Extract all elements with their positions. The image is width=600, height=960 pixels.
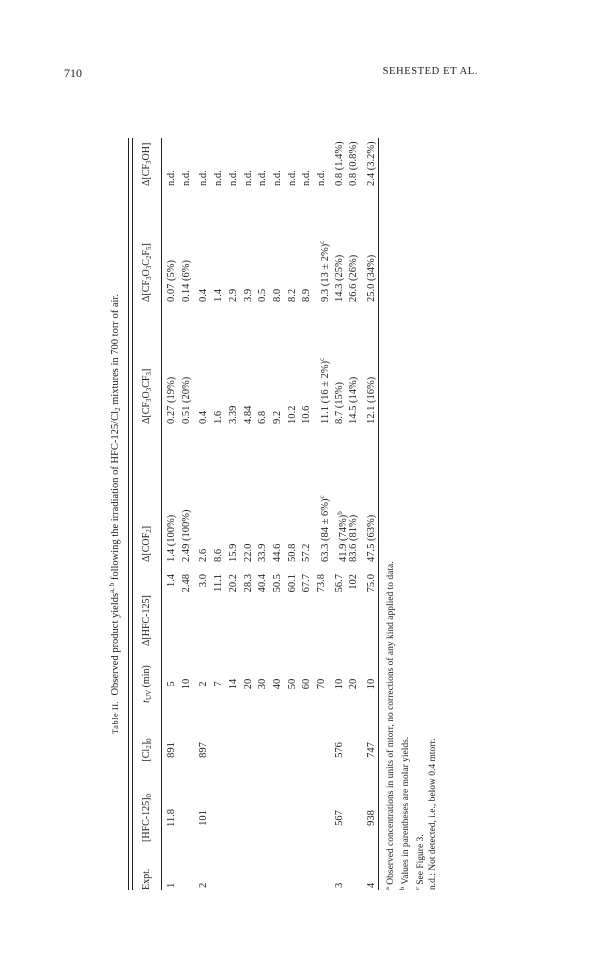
col-pc1-mid: O bbox=[141, 391, 152, 399]
cell-pc2-value: 0.07 (5%) bbox=[166, 260, 177, 302]
cell-oh bbox=[271, 136, 285, 186]
cell-oh-value: n.d. bbox=[316, 170, 327, 186]
table-row bbox=[197, 138, 211, 890]
cell-oh-value: n.d. bbox=[271, 170, 283, 186]
cell-pc1 bbox=[242, 314, 256, 424]
cell-tuv bbox=[227, 656, 241, 712]
cell-dhfc-value: 102 bbox=[348, 574, 360, 590]
cell-cof2-value: 1.4 (100%) bbox=[166, 514, 177, 562]
cell-oh bbox=[212, 136, 226, 186]
cell-oh-value: 0.8 (1.4%) bbox=[333, 141, 345, 186]
cell-pc1-value: 10.6 bbox=[301, 405, 313, 424]
cell-oh-value: n.d. bbox=[301, 170, 313, 186]
cell-hfc0-value: 938 bbox=[366, 810, 378, 826]
cell-hfc0-value: 567 bbox=[333, 810, 345, 826]
cell-pc2 bbox=[227, 192, 241, 302]
cell-tuv bbox=[242, 656, 256, 712]
cell-expt-value: 2 bbox=[198, 882, 210, 888]
cell-cof2 bbox=[271, 452, 285, 562]
cell-oh-value: n.d. bbox=[213, 170, 225, 186]
cell-tuv-value: 30 bbox=[257, 678, 269, 690]
table-row bbox=[300, 138, 314, 890]
cell-pc1 bbox=[347, 314, 361, 424]
cell-dhfc bbox=[300, 574, 314, 646]
cell-pc1-value: 10.2 bbox=[286, 405, 298, 424]
top-rule-2 bbox=[132, 138, 133, 890]
table-row bbox=[180, 138, 194, 890]
cell-tuv bbox=[286, 656, 300, 712]
col-oh-end: OH] bbox=[141, 142, 152, 161]
cell-cof2-value: 57.2 bbox=[301, 543, 313, 562]
cell-tuv-value: 70 bbox=[316, 678, 327, 690]
col-cl0-text: [Cl bbox=[141, 748, 152, 762]
running-head: SEHESTED ET AL. bbox=[382, 66, 478, 77]
cell-pc2 bbox=[333, 192, 347, 302]
cell-cof2 bbox=[165, 452, 179, 562]
cell-pc2-value: 3.9 bbox=[242, 288, 254, 302]
cell-cl0-value: 747 bbox=[366, 742, 378, 758]
cell-hfc0 bbox=[165, 782, 179, 854]
cell-cof2-value: 33.9 bbox=[257, 543, 269, 562]
cell-pc1 bbox=[286, 314, 300, 424]
cell-cl0 bbox=[197, 728, 211, 772]
col-tuv-sub: UV bbox=[145, 689, 153, 701]
cell-dhfc-value: 73.8 bbox=[316, 574, 327, 593]
cell-tuv-value: 20 bbox=[348, 678, 360, 690]
page-number: 710 bbox=[64, 66, 82, 80]
cell-pc1 bbox=[271, 314, 285, 424]
cell-tuv bbox=[271, 656, 285, 712]
cell-cof2-value: 2.6 bbox=[198, 548, 210, 562]
cell-pc1 bbox=[300, 314, 314, 424]
col-cl0-end: ] bbox=[141, 741, 152, 746]
cell-tuv bbox=[165, 656, 179, 712]
cell-oh bbox=[227, 136, 241, 186]
cell-pc2-value: 8.0 bbox=[271, 288, 283, 302]
col-oh-sub: 3 bbox=[145, 160, 153, 164]
cell-oh-value: n.d. bbox=[198, 170, 210, 186]
footnote-mark: b bbox=[399, 886, 406, 890]
cell-dhfc bbox=[347, 574, 361, 646]
cell-oh bbox=[165, 136, 179, 186]
cell-pc2-value: 14.3 (25%) bbox=[333, 254, 345, 302]
cell-oh bbox=[347, 136, 361, 186]
cell-dhfc-value: 67.7 bbox=[301, 574, 313, 593]
cell-pc2 bbox=[347, 192, 361, 302]
cell-dhfc-value: 1.4 bbox=[166, 574, 177, 588]
header-rule bbox=[161, 138, 162, 890]
cell-pc1-value: 3.39 bbox=[227, 405, 239, 424]
cell-cof2 bbox=[365, 452, 379, 562]
cell-oh bbox=[300, 136, 314, 186]
cell-cof2-mark: b bbox=[335, 511, 344, 515]
cell-tuv-value: 7 bbox=[213, 681, 225, 687]
table-label: Table II. bbox=[110, 700, 120, 734]
table-row bbox=[333, 138, 347, 890]
cell-pc1-mark: c bbox=[318, 357, 326, 361]
cell-dhfc-value: 60.1 bbox=[286, 574, 298, 593]
col-cl0-sub: 2 bbox=[145, 745, 153, 749]
col-pc2-mid3: F bbox=[141, 250, 152, 256]
cell-expt bbox=[197, 883, 211, 888]
footnote bbox=[412, 138, 427, 890]
header-row bbox=[140, 138, 154, 890]
cell-pc1 bbox=[256, 314, 270, 424]
col-pc2 bbox=[140, 192, 156, 302]
cell-cof2-value: 50.8 bbox=[286, 543, 298, 562]
cell-pc2-value: 8.9 bbox=[301, 288, 313, 302]
cell-pc2-value: 9.3 (13 ± 2%) bbox=[320, 243, 331, 302]
cell-tuv-value: 60 bbox=[301, 678, 313, 690]
cell-dhfc bbox=[286, 574, 300, 646]
cell-pc2-value: 8.2 bbox=[286, 288, 298, 302]
cell-pc2 bbox=[256, 192, 270, 302]
top-rule bbox=[128, 138, 129, 890]
cell-cof2-mark: c bbox=[318, 495, 326, 499]
cell-dhfc-value: 50.5 bbox=[271, 574, 283, 593]
rotated-table bbox=[108, 138, 498, 890]
table-row bbox=[347, 138, 361, 890]
cell-oh bbox=[286, 136, 300, 186]
table-row bbox=[256, 138, 270, 890]
col-pc1-sub2: 3 bbox=[145, 387, 153, 392]
cell-tuv bbox=[180, 656, 194, 712]
footnote bbox=[427, 138, 439, 890]
col-pc2-mid2: C bbox=[141, 259, 152, 266]
cell-pc1 bbox=[180, 314, 194, 424]
cell-cof2-value: 15.9 bbox=[227, 543, 239, 562]
col-pc1-mid2: CF bbox=[141, 375, 152, 388]
cell-pc2 bbox=[165, 192, 179, 302]
cell-pc2-value: 26.6 (26%) bbox=[348, 254, 360, 302]
col-cof2 bbox=[140, 452, 156, 562]
cell-cof2 bbox=[347, 452, 361, 562]
cell-tuv bbox=[197, 656, 211, 712]
cell-cof2-value: 8.6 bbox=[213, 548, 225, 562]
cell-pc1-value: 11.1 (16 ± 2%) bbox=[320, 360, 331, 424]
cell-hfc0 bbox=[197, 782, 211, 854]
cell-oh-value: n.d. bbox=[180, 170, 192, 186]
cell-tuv-value: 10 bbox=[180, 678, 192, 690]
col-pc2-mid: O bbox=[141, 269, 152, 277]
table-row bbox=[286, 138, 300, 890]
cell-cof2-value: 47.5 (63%) bbox=[366, 514, 378, 562]
cell-dhfc-value: 2.48 bbox=[180, 574, 192, 593]
col-hfc0-sub: 0 bbox=[145, 794, 153, 798]
table-row bbox=[271, 138, 285, 890]
cell-dhfc bbox=[271, 574, 285, 646]
footnote bbox=[397, 138, 412, 890]
cell-tuv-value: 14 bbox=[227, 678, 239, 690]
col-pc2-text: Δ[CF bbox=[141, 280, 152, 302]
cell-pc2-value: 1.4 bbox=[213, 288, 225, 302]
caption-sub: 2 bbox=[114, 407, 122, 411]
cell-tuv-value: 40 bbox=[271, 678, 283, 690]
cell-tuv-value: 10 bbox=[366, 678, 378, 690]
caption-text: Observed product yields bbox=[110, 592, 121, 696]
cell-pc2 bbox=[300, 192, 314, 302]
cell-pc2 bbox=[271, 192, 285, 302]
cell-oh-value: n.d. bbox=[242, 170, 254, 186]
cell-dhfc bbox=[180, 574, 194, 646]
col-cof2-text: Δ[COF bbox=[141, 532, 152, 562]
cell-pc1-value: 4.84 bbox=[242, 405, 254, 424]
cell-pc2-value: 25.0 (34%) bbox=[366, 254, 378, 302]
cell-cof2-value: 2.49 (100%) bbox=[180, 509, 192, 562]
col-pc1-text: Δ[CF bbox=[141, 402, 152, 424]
col-pc1-sub3: 3 bbox=[145, 372, 153, 376]
cell-pc1-value: 9.2 bbox=[271, 410, 283, 424]
cell-pc1-value: 6.8 bbox=[257, 410, 269, 424]
cell-cof2 bbox=[212, 452, 226, 562]
cell-dhfc bbox=[256, 574, 270, 646]
cell-cof2 bbox=[315, 452, 333, 562]
cell-dhfc bbox=[242, 574, 256, 646]
cell-tuv bbox=[333, 656, 347, 712]
cell-hfc0-value: 101 bbox=[198, 810, 210, 826]
cell-pc1-value: 0.51 (20%) bbox=[180, 376, 192, 424]
cell-oh bbox=[197, 136, 211, 186]
footnote-mark: c bbox=[414, 887, 421, 890]
col-cl0 bbox=[140, 728, 156, 772]
cell-oh bbox=[180, 136, 194, 186]
cell-oh bbox=[365, 136, 379, 186]
cell-pc2-mark: c bbox=[318, 240, 326, 244]
footnotes bbox=[382, 138, 439, 890]
cell-hfc0 bbox=[333, 782, 347, 854]
col-dhfc: Δ[HFC-125] bbox=[141, 595, 152, 646]
cell-pc2 bbox=[197, 192, 211, 302]
cell-tuv bbox=[365, 656, 379, 712]
cell-expt bbox=[365, 883, 379, 888]
cell-expt-value: 1 bbox=[166, 882, 177, 888]
cell-cof2-value: 22.0 bbox=[242, 543, 254, 562]
cell-pc1-value: 12.1 (16%) bbox=[366, 376, 378, 424]
cell-pc2 bbox=[180, 192, 194, 302]
cell-cl0-value: 891 bbox=[166, 742, 177, 758]
footnote-text: n.d.: Not detected, i.e., below 0.4 mtorr. bbox=[428, 738, 438, 890]
col-pc2-sub2: 3 bbox=[145, 265, 153, 270]
col-pc1-end: ] bbox=[141, 368, 152, 373]
cell-dhfc bbox=[197, 574, 211, 646]
cell-pc1 bbox=[365, 314, 379, 424]
table-row bbox=[315, 138, 329, 890]
bottom-rule bbox=[378, 138, 379, 890]
cell-dhfc-value: 28.3 bbox=[242, 574, 254, 593]
cell-tuv-value: 50 bbox=[286, 678, 298, 690]
col-oh-text: Δ[CF bbox=[141, 164, 152, 186]
table-row bbox=[212, 138, 226, 890]
cell-tuv bbox=[315, 656, 329, 712]
col-pc2-sub4: 5 bbox=[145, 246, 153, 251]
cell-expt-value: 3 bbox=[333, 882, 345, 888]
cell-pc1 bbox=[227, 314, 241, 424]
cell-pc2 bbox=[365, 192, 379, 302]
cell-oh-value: n.d. bbox=[166, 170, 177, 186]
cell-tuv bbox=[256, 656, 270, 712]
cell-expt bbox=[165, 883, 179, 888]
col-pc2-sub3: 2 bbox=[145, 255, 153, 260]
col-tuv-text: t bbox=[141, 700, 152, 703]
cell-tuv-value: 20 bbox=[242, 678, 254, 690]
cell-pc1 bbox=[315, 314, 333, 424]
footnote-mark: a bbox=[384, 887, 391, 890]
cell-pc2-value: 2.9 bbox=[227, 288, 239, 302]
cell-tuv bbox=[347, 656, 361, 712]
cell-oh bbox=[242, 136, 256, 186]
caption-marks: a, b bbox=[108, 582, 116, 593]
cell-dhfc bbox=[315, 574, 329, 646]
table-row bbox=[165, 138, 179, 890]
cell-cof2 bbox=[227, 452, 241, 562]
cell-pc2 bbox=[212, 192, 226, 302]
cell-pc2 bbox=[286, 192, 300, 302]
cell-pc2 bbox=[242, 192, 256, 302]
footnote-text: See Figure 3. bbox=[416, 834, 426, 888]
cell-cof2 bbox=[180, 452, 194, 562]
cell-pc1-value: 14.5 (14%) bbox=[348, 376, 360, 424]
footnote-text: Observed concentrations in units of mtorr, no corrections of any kind applied to data. bbox=[386, 561, 396, 888]
cell-cl0-value: 576 bbox=[333, 742, 345, 758]
cell-cl0-value: 897 bbox=[198, 742, 210, 758]
col-pc1-sub1: 3 bbox=[145, 398, 153, 402]
footnote bbox=[382, 138, 397, 890]
cell-pc2-value: 0.14 (6%) bbox=[180, 260, 192, 302]
cell-oh-value: n.d. bbox=[286, 170, 298, 186]
cell-pc1-value: 1.6 bbox=[213, 410, 225, 424]
cell-dhfc bbox=[212, 574, 226, 646]
cell-tuv bbox=[300, 656, 314, 712]
cell-cl0 bbox=[333, 728, 347, 772]
cell-pc2-value: 0.5 bbox=[257, 288, 269, 302]
cell-expt-value: 4 bbox=[366, 882, 378, 888]
col-cof2-end: ] bbox=[141, 525, 152, 530]
col-oh bbox=[140, 136, 156, 186]
col-hfc0-text: [HFC-125] bbox=[141, 797, 152, 842]
cell-hfc0-value: 11.8 bbox=[166, 809, 177, 827]
col-hfc0 bbox=[140, 782, 156, 854]
cell-oh bbox=[333, 136, 347, 186]
cell-tuv bbox=[212, 656, 226, 712]
col-pc1 bbox=[140, 314, 156, 424]
cell-hfc0 bbox=[365, 782, 379, 854]
cell-pc1-value: 8.7 (15%) bbox=[333, 382, 345, 424]
cell-dhfc-value: 11.1 bbox=[213, 574, 225, 592]
col-pc2-end: ] bbox=[141, 243, 152, 247]
cell-pc2-value: 0.4 bbox=[198, 288, 210, 302]
cell-dhfc-value: 56.7 bbox=[333, 574, 345, 593]
col-cof2-sub: 2 bbox=[145, 529, 153, 533]
cell-cl0 bbox=[165, 728, 179, 772]
cell-dhfc bbox=[333, 574, 347, 646]
cell-cof2 bbox=[300, 452, 314, 562]
table-row bbox=[365, 138, 379, 890]
cell-pc1-value: 0.27 (19%) bbox=[166, 376, 177, 424]
cell-dhfc-value: 75.0 bbox=[366, 574, 378, 593]
cell-pc1 bbox=[212, 314, 226, 424]
cell-pc1-value: 0.4 bbox=[198, 410, 210, 424]
col-expt: Expt. bbox=[141, 868, 152, 890]
cell-cof2 bbox=[197, 452, 211, 562]
cell-cof2-value: 63.3 (84 ± 6%) bbox=[320, 498, 331, 562]
cell-cl0 bbox=[365, 728, 379, 772]
table-caption bbox=[108, 138, 122, 890]
cell-oh-value: 0.8 (0.8%) bbox=[348, 141, 360, 186]
cell-cof2-value: 83.6 (81%) bbox=[348, 514, 360, 562]
cell-cof2 bbox=[256, 452, 270, 562]
cell-oh bbox=[315, 136, 329, 186]
cell-dhfc bbox=[365, 574, 379, 646]
cell-oh bbox=[256, 136, 270, 186]
caption-end: mixtures in 700 torr of air. bbox=[110, 294, 121, 408]
cell-tuv-value: 10 bbox=[333, 678, 345, 690]
col-pc2-sub1: 3 bbox=[145, 276, 153, 280]
cell-dhfc-value: 20.2 bbox=[227, 574, 239, 593]
cell-oh-value: n.d. bbox=[227, 170, 239, 186]
cell-tuv-value: 5 bbox=[166, 681, 177, 687]
cell-cof2-value: 41.9 (74%) bbox=[337, 514, 349, 562]
col-cl0-sub2: 0 bbox=[145, 738, 153, 742]
cell-pc1 bbox=[165, 314, 179, 424]
cell-tuv-value: 2 bbox=[198, 681, 210, 687]
col-tuv bbox=[140, 656, 156, 712]
cell-pc2 bbox=[315, 192, 333, 302]
col-tuv-end: (min) bbox=[141, 665, 152, 690]
cell-dhfc-value: 3.0 bbox=[198, 574, 210, 588]
cell-cof2 bbox=[242, 452, 256, 562]
cell-dhfc bbox=[165, 574, 179, 646]
cell-dhfc bbox=[227, 574, 241, 646]
cell-cof2-value: 44.6 bbox=[271, 543, 283, 562]
cell-oh-value: 2.4 (3.2%) bbox=[366, 141, 378, 186]
cell-pc1 bbox=[333, 314, 347, 424]
table-row bbox=[242, 138, 256, 890]
cell-dhfc-value: 40.4 bbox=[257, 574, 269, 593]
footnote-text: Values in parentheses are molar yields. bbox=[401, 736, 411, 887]
cell-oh-value: n.d. bbox=[257, 170, 269, 186]
table-row bbox=[227, 138, 241, 890]
caption-rest: following the irradiation of HFC-125/Cl bbox=[110, 411, 121, 583]
cell-cof2 bbox=[286, 452, 300, 562]
cell-expt bbox=[333, 883, 347, 888]
cell-pc1 bbox=[197, 314, 211, 424]
